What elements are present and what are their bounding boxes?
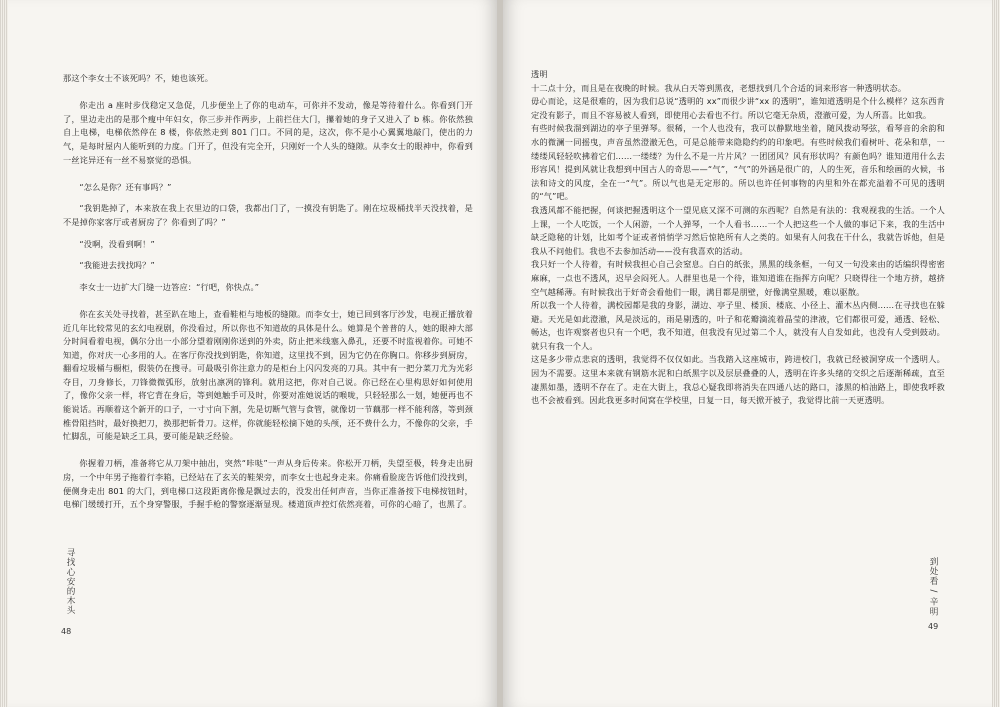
dialogue-line: 李女士一边扩大门缝一边答应：“行吧，你快点。” <box>79 281 260 292</box>
paragraph: 有些时候我溜到湖边的亭子里弹琴。很稀，一个人也没有，我可以静默地坐着，随风拨动琴弦，看琴音的余韵和水的微澜一同摇曳，声音虽然澄澈无色，可是总能带来隐隐约约的印象吧。有些时候我们看树叶、花朵和草，一缕缕风轻轻吹拂着它们……一缕缕？为什么不是一片片风？一团团风？风有形状吗？有颜色吗？谁知道用什么去形容风！提到风就让我想到中国古人的奇思——“气”，“气”的外涵是很广的，人的生死，音乐和绘画的火候，书法和诗文的风度，全在一“气”。所以气也是无定形的。所以也许任何事物的内里和外在都充溢着不可见的透明的“气”吧。 <box>531 123 945 202</box>
right-page-body <box>531 68 945 408</box>
page-number: 49 <box>928 622 939 631</box>
running-head: 到处看 / 辛明 <box>928 557 938 617</box>
paragraph: 你握着刀柄，准备将它从刀架中抽出，突然“咔哒”一声从身后传来。你松开刀柄，失望至极，转身走出厨房，一个中年男子拖着行李箱，已经站在了玄关的鞋架旁，而李女士也起身走来。你痛看脸庞告诉他们没找到，便侧身走出 801 的大门，到电梯口这段距离你像是飘过去的，没发出任何声音，当你正准备按下电梯按钮时，电梯门缓缓打开，五个身穿警服，手握手枪的警察逐渐显现。楼道顶声控灯依然亮着，可你的心暗了，也黑了。 <box>63 458 473 510</box>
paragraph: 你走出 a 座时步伐稳定又急促，几步便坐上了你的电动车，可你并不发动，像是等待着什么。你看到门开了，里边走出的是那个瘦中年妇女，你三步并作两步，上前拦住大门，攥着她的身子又进入了 b 栋。你依然独自上电梯，电梯依然停在 8 楼，你依然走到 801 门口。不同的是，这次，你不是小心翼翼地敲门，使出的力气，是每时屋内人能听到的力度。门开了，但没有完全开，只刚好一个人头的缝隙。从李女士的眼神中，你看到一丝诧异还有一丝不易察觉的恐惧。 <box>63 100 473 165</box>
running-head: 寻找心安的木头 <box>65 548 75 616</box>
paragraph: 这是多少带点悲哀的透明，我觉得不仅仅如此。当我踏入这座城市，跨进校门，我就已经被洞穿成一个透明人。因为不需要。这里本来就有钢筋水泥和白纸黑字以及层层叠叠的人，透明在许多头绪的交织之后逐渐稀疏，直至凄黑如墨，透明不存在了。走在大街上，我总心疑我即将消失在四通八达的路口，漆黑的柏油路上，即使我呼救也不会被看到。因此我更多时间窝在学校里，日复一日，每天掀开被子，我觉得比前一天更透明。 <box>531 354 945 406</box>
dialogue-line: “我能进去找找吗？” <box>79 260 155 271</box>
paragraph: 我只好一个人待着，有时候我担心自己会窒息。白白的纸张，黑黑的线条框，一句又一句没来由的话编织得密密麻麻，一点也不透风，迟早会闷死人。人群里也是一个待，谁知道谁在指挥方向呢？只晓得往一个地方挤，越挤空气越稀薄。有时候我出于好奇会看他们一眼，满目都是朋壁，好像满堂黑暖，难以驱散。 <box>531 259 945 297</box>
paragraph: 毋心而论，这是很难的，因为我们总说“透明的 xx”而很少讲“xx 的透明”，谁知道透明是个什么模样？这东西肯定没有影子，而且不容易被人看到，即使用心去看也不行。所以它毫无杂质，澄澈可爱，为人所喜。比如我。 <box>531 96 945 120</box>
paragraph: 那这个李女士不该死吗？不，她也该死。 <box>63 73 214 83</box>
paragraph: 你在玄关处寻找着，甚至趴在地上，查看鞋柜与地板的缝隙。而李女士，她已回到客厅沙发，电视正播放着近几年比较常见的玄幻电视剧，你没看过，所以你也不知道故的具体是什么。她算是个普普的人，她的眼神大部分时间看着电视，偶尔分出一小部分望着刚刚你送到的外卖，防止把米线塞入鼻孔，还要不时监视着你。可她不知道，你对庆一心多用的人。在客厅你没找到钥匙，你知道，这里找不到，因为它仍在你胸口。你移步到厨房，翻看垃圾桶与橱柜，假装仍在搜寻。可最吸引你注意力的是柜台上闪闪发亮的刀具。其中有一把分菜刀尤为光彩夺目，刀身修长，刀锋微微弧形，放射出凛冽的锋利。就用这把，你对自己说。你已经在心里构思好如何使用了，像你父亲一样，将它背在身后，等到她触手可及时，你要对准她说话的喉咙，只轻轻那么一划，她便再也不能说话。再顺着这个新开的口子，一寸寸向下割，先是切断气管与食管，就像切一节藕那一样不能利落，等到颈椎骨阻挡时，最好换把刀，换那把斩骨刀。这样，你就能轻松摘下她的头颅，还不费什么力，不像你的父亲，手忙脚乱，可能是缺乏工具，要可能是缺乏经验。 <box>63 308 473 442</box>
left-page-body <box>63 72 473 525</box>
dialogue-line: “没啊，没看到啊！” <box>79 238 155 249</box>
dialogue-line: “怎么是你？还有事吗？” <box>79 181 172 192</box>
left-page-edge <box>0 0 8 707</box>
left-page <box>0 0 497 707</box>
paragraph: 所以我一个人待着，满校园都是我的身影，湖边、亭子里、楼顶、楼底、小径上、灌木丛内侧……在寻找也在躲避。天光是如此澄澈，风是淡远的，雨是剔透的，叶子和花瓣滴流着晶莹的津液，它们都很可爱，通透、轻松、畅达，也许观察者也只有一个吧，我不知道，但我没有见过第二个人，就没有人自发如此，也没有人受到鼓动。就只有我一个人。 <box>531 300 945 351</box>
right-page <box>503 0 1000 707</box>
dialogue-line: “我钥匙掉了，本来放在我上衣里边的口袋，我都出门了，一摸没有钥匙了。刚在垃圾桶找半天没找着，是不是掉你家客厅或者厨房了？你看到了吗？” <box>63 203 473 227</box>
paragraph: 十二点十分，而且是在夜晚的时候。我从白天等到黑夜，老想找到几个合适的词来形容一种透明状态。 <box>531 82 907 93</box>
paragraph: 我透风都不能把握，何谈把握透明这个一望见底又深不可测的东西呢？自然是有法的：我观视我的生活。一个人上课，一个人吃饭，一个人闲游，一个人弹琴，一个人看书……一个人把这些一个人做的事记下来，我的生活中缺乏隐秘的计划，比如考个证或者悄悄学习然后惊艳所有人之类的。如果有人问我在干什么，我就告诉他，但是我从不问他们。我也不去参加活动——没有我喜欢的活动。 <box>531 204 945 256</box>
page-number: 48 <box>61 627 72 636</box>
section-title: 透明 <box>531 69 548 79</box>
right-page-edge <box>992 0 1000 707</box>
